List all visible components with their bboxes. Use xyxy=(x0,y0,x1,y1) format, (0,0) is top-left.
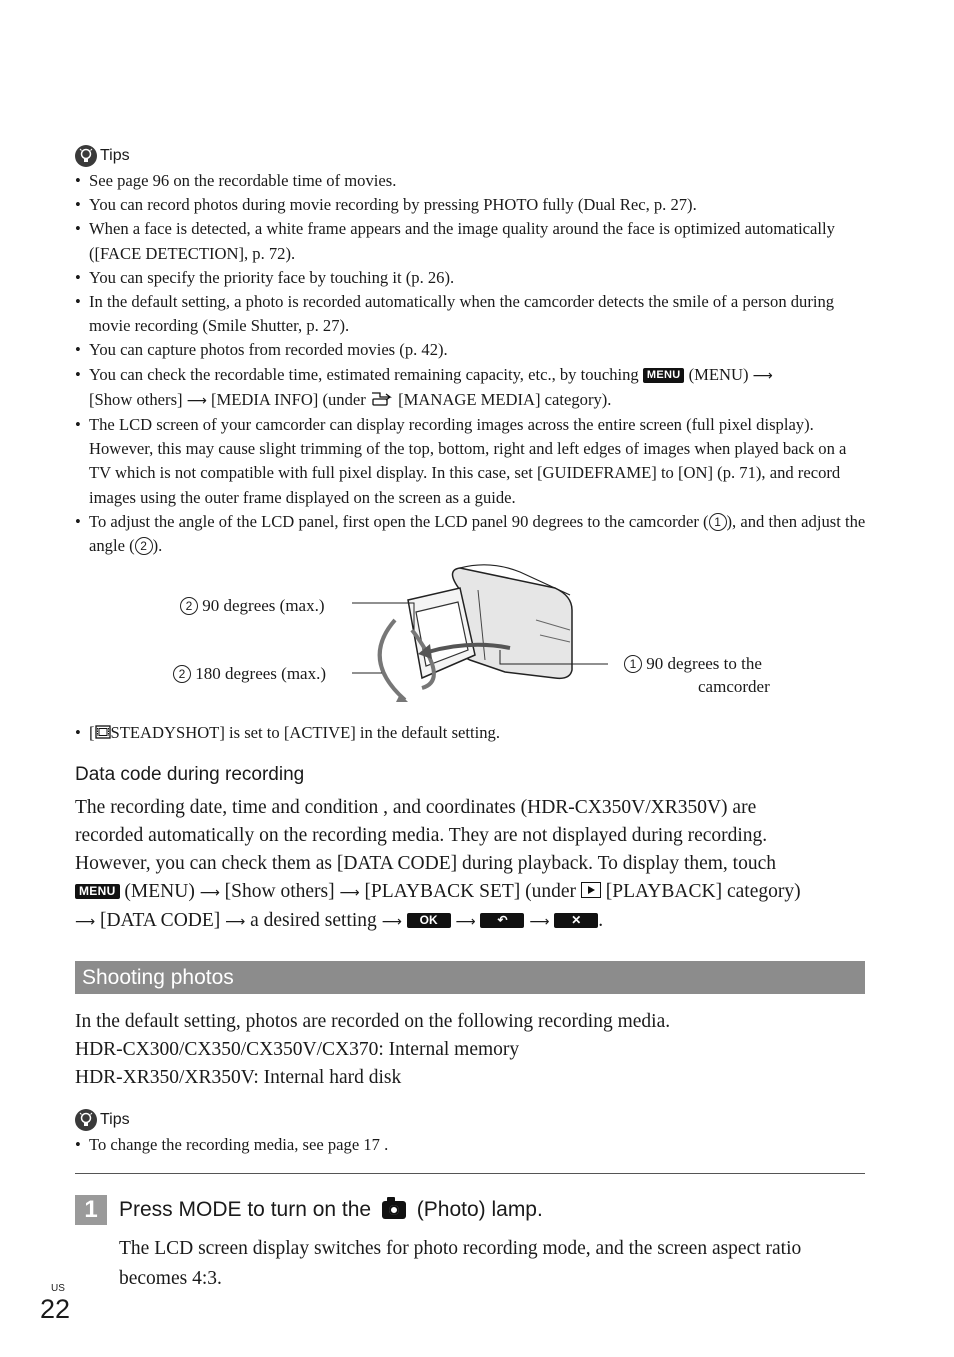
list-text: You can check the recordable time, estimated remaining capacity, etc., by touching xyxy=(89,364,643,384)
para-line: becomes 4:3. xyxy=(119,1268,222,1289)
step-body xyxy=(119,1234,865,1294)
tips-heading xyxy=(75,1109,130,1131)
list-item: • To change the recording media, see page 17 . xyxy=(75,1133,870,1157)
arrow-icon: ⟶ xyxy=(455,914,476,930)
lightbulb-icon xyxy=(75,1109,97,1131)
list-text: [ xyxy=(89,723,95,742)
list-text: (MENU) xyxy=(684,364,753,384)
lightbulb-icon xyxy=(75,145,97,167)
circled-number: 1 xyxy=(624,655,642,673)
arrow-icon: ⟶ xyxy=(752,367,773,384)
section-title: Shooting photos xyxy=(75,961,865,994)
para-line: HDR-CX300/CX350/CX350V/CX370: Internal memory xyxy=(75,1039,520,1060)
arrow-icon: ⟶ xyxy=(186,392,207,409)
tips-heading-label: Tips xyxy=(100,1111,130,1128)
para-text: . xyxy=(598,910,604,931)
circled-number: 2 xyxy=(173,665,191,683)
arrow-icon: ⟶ xyxy=(529,914,550,930)
para-line: However, you can check them as [DATA CODE] during playback. To display them, touch xyxy=(75,853,777,874)
arrow-icon: ⟶ xyxy=(225,914,246,930)
list-item: • When a face is detected, a white frame appears and the image quality around the face is optimized automatically ([FACE DETECTION], p. 72). xyxy=(75,217,870,265)
step-title-text: Press MODE to turn on the xyxy=(119,1198,377,1221)
list-item: • You can specify the priority face by touching it (p. 26). xyxy=(75,266,870,290)
para-line: In the default setting, photos are recorded on the following recording media. xyxy=(75,1011,671,1032)
manage-media-icon xyxy=(370,390,394,409)
list-item xyxy=(75,510,870,558)
para-text: [PLAYBACK SET] (under xyxy=(359,881,581,902)
ok-button: OK xyxy=(407,913,451,928)
arrow-icon: ⟶ xyxy=(381,914,402,930)
tips-heading xyxy=(75,145,130,167)
diagram-label-text: 90 degrees to the xyxy=(646,654,762,673)
diagram-label-180 xyxy=(173,664,326,684)
shooting-photos-paragraph xyxy=(75,1008,865,1092)
list-text: [MANAGE MEDIA] category). xyxy=(393,389,612,409)
list-text: [MEDIA INFO] (under xyxy=(206,389,370,409)
tips-list xyxy=(75,1133,870,1157)
diagram-label-text: 180 degrees (max.) xyxy=(195,664,327,683)
para-line: The recording date, time and condition , and coordinates (HDR-CX350V/XR350V) are xyxy=(75,797,757,818)
lcd-angle-diagram xyxy=(160,560,800,710)
data-code-heading: Data code during recording xyxy=(75,764,305,785)
list-text: ). xyxy=(152,536,163,556)
page-number: 22 xyxy=(40,1294,71,1324)
diagram-label-text: 90 degrees (max.) xyxy=(202,596,325,615)
data-code-paragraph xyxy=(75,794,865,936)
list-item: • You can record photos during movie recording by pressing PHOTO fully (Dual Rec, p. 27). xyxy=(75,193,870,217)
film-icon xyxy=(95,723,111,742)
circled-number: 1 xyxy=(709,513,727,531)
diagram-label-90 xyxy=(180,596,325,616)
tips-list xyxy=(75,169,870,558)
para-line xyxy=(75,878,865,907)
para-text: a desired setting xyxy=(245,910,382,931)
list-item xyxy=(75,363,870,413)
circled-number: 2 xyxy=(135,537,153,555)
list-item xyxy=(75,721,870,745)
list-item: • You can capture photos from recorded movies (p. 42). xyxy=(75,338,870,362)
list-text: [Show others] xyxy=(89,389,187,409)
step-title xyxy=(119,1195,543,1225)
circled-number: 2 xyxy=(180,597,198,615)
menu-button: MENU xyxy=(643,368,685,383)
para-line xyxy=(75,907,865,936)
para-line: recorded automatically on the recording media. They are not displayed during recording. xyxy=(75,825,768,846)
list-item: • See page 96 on the recordable time of movies. xyxy=(75,169,870,193)
close-button: ✕ xyxy=(554,913,598,928)
list-item: • The LCD screen of your camcorder can display recording images across the entire screen (full pixel display). However, this may cause slight trimming of the top, bottom, right and left edges of images when played back on a TV which is not compatible with full pixel display. In this case, set [GUIDEFRAME] to [ON] (p. 71), and record images using the outer frame displayed on the screen as a guide. xyxy=(75,413,870,510)
para-line: The LCD screen display switches for photo recording mode, and the screen aspect ratio xyxy=(119,1238,802,1259)
playback-icon xyxy=(581,882,601,898)
para-line: HDR-XR350/XR350V: Internal hard disk xyxy=(75,1067,402,1088)
list-text: ), and then adjust the angle ( xyxy=(89,511,866,556)
camera-icon xyxy=(382,1201,406,1219)
arrow-icon: ⟶ xyxy=(199,885,220,901)
diagram-label-text: camcorder xyxy=(698,677,770,696)
diagram-label-camcorder xyxy=(624,652,770,698)
arrow-icon: ⟶ xyxy=(75,914,96,930)
back-button: ↶ xyxy=(480,913,524,928)
arrow-icon: ⟶ xyxy=(339,885,360,901)
list-text: To adjust the angle of the LCD panel, first open the LCD panel 90 degrees to the camcorder ( xyxy=(89,511,709,531)
divider xyxy=(75,1173,865,1174)
step-title-text: (Photo) lamp. xyxy=(410,1198,543,1221)
para-text: [PLAYBACK] category) xyxy=(600,881,801,902)
list-text: STEADYSHOT] is set to [ACTIVE] in the default setting. xyxy=(110,723,500,742)
step-number: 1 xyxy=(75,1195,107,1225)
steadyshot-note xyxy=(75,721,870,745)
para-text: (MENU) xyxy=(119,881,200,902)
para-text: [DATA CODE] xyxy=(95,910,226,931)
list-item: • In the default setting, a photo is recorded automatically when the camcorder detects the smile of a person during movie recording (Smile Shutter, p. 27). xyxy=(75,290,870,338)
tips-heading-label: Tips xyxy=(100,147,130,164)
para-text: [Show others] xyxy=(219,881,340,902)
menu-button: MENU xyxy=(75,884,120,899)
region-code: US xyxy=(51,1283,65,1294)
